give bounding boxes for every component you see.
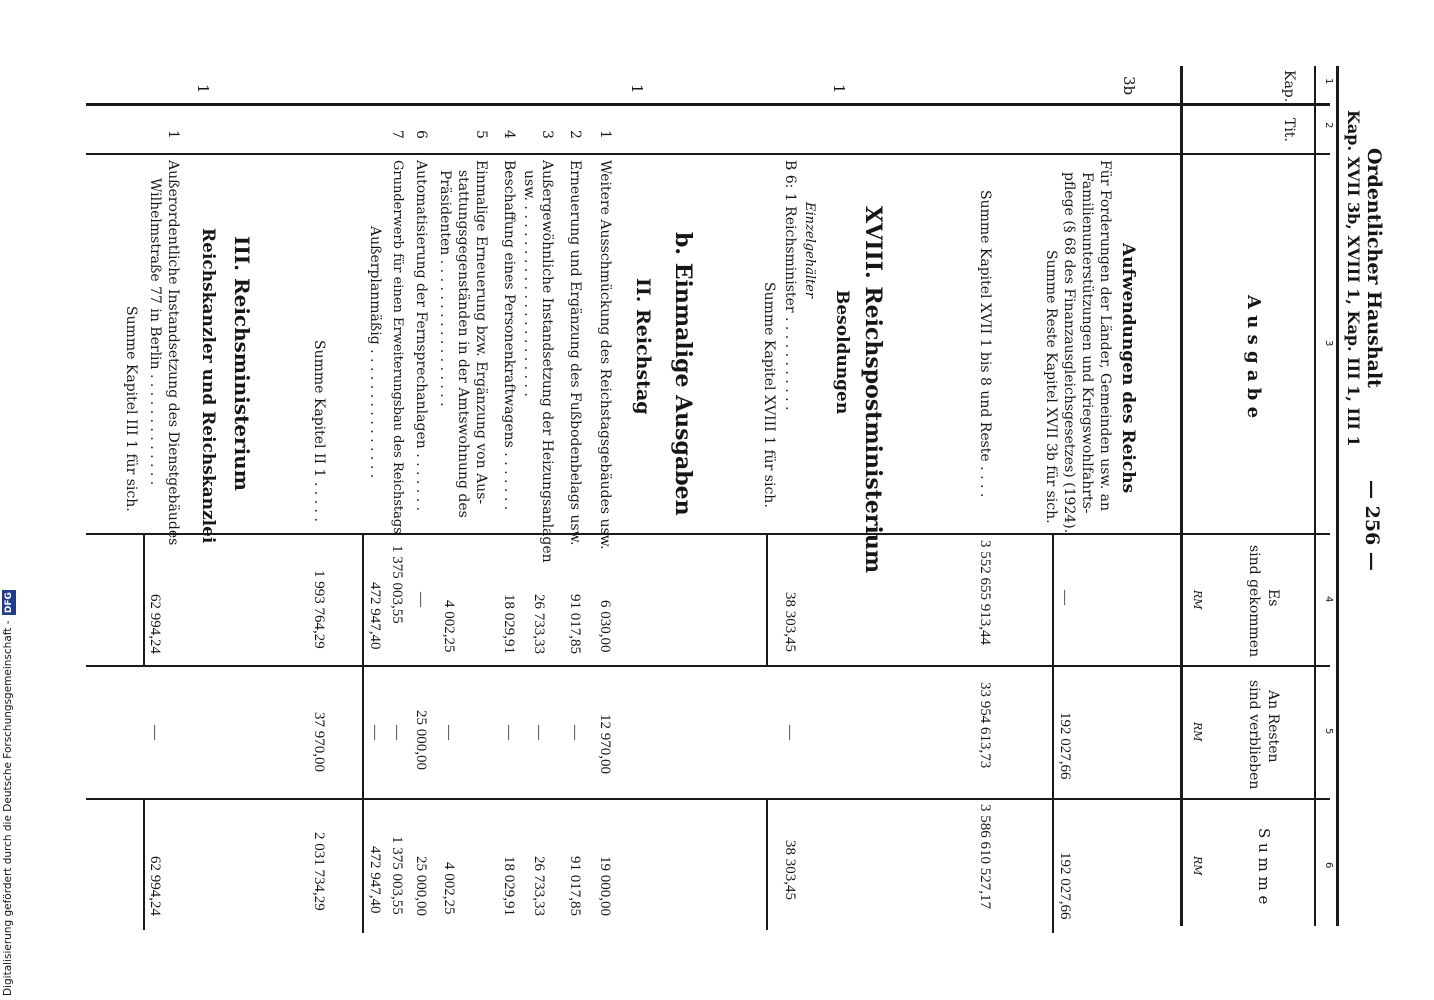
section3-ausserplan-gekommen: 472 947,40 [367, 582, 383, 650]
section4-gekommen: 62 994,24 [147, 594, 163, 654]
section3-sum-label: Summe Kapitel II 1 . . . . . [311, 340, 327, 522]
item-verblieben: — [441, 725, 457, 740]
item-verblieben: 25 000,00 [413, 710, 429, 770]
col-header-ausgabe: A u s g a b e [1243, 295, 1264, 419]
digitization-credit [2, 590, 16, 996]
section2-einzelgehaelter: Einzelgehälter [802, 202, 817, 299]
section1-sum-rest: Summe Reste Kapitel XVII 3b für sich. [1043, 250, 1059, 524]
item-verblieben: — [531, 725, 547, 740]
dfg-logo: DFG [4, 592, 14, 614]
digitization-credit-text: Digitalisierung gefördert durch die Deutsche Forschungsgemeinschaft - [2, 620, 14, 996]
item-summe: 26 733,33 [531, 856, 547, 916]
item-summe: 19 000,00 [597, 856, 613, 916]
rule-outer-v [1336, 66, 1339, 926]
section1-text-2: Familienunterstützungen und Kriegswohlfahrts- [1079, 172, 1095, 514]
item-text: Automatisierung der Fernsprechanlagen . . . . . . . [413, 160, 429, 512]
section2-gekommen: 38 303,45 [782, 592, 798, 652]
item-summe: 91 017,85 [567, 856, 583, 916]
item-text-cont: stattungsgegenständen in der Amtswohnung des [455, 170, 471, 518]
section1-summe: 3 586 610 527,17 [977, 804, 993, 909]
item-tit: 1 [597, 130, 613, 139]
item-text: Grunderwerb für einen Erweiterungsbau des Reichstags [390, 160, 405, 534]
col-header-tit: Tit. [1281, 118, 1297, 142]
item-verblieben: — [501, 725, 517, 740]
section4-verblieben: — [147, 725, 163, 740]
section4-summe: 62 994,24 [147, 856, 163, 916]
rule-sum4 [143, 533, 145, 665]
page-chapters: Kap. XVII 3b, XVIII 1, Kap. III 1, III 1 [1344, 110, 1363, 447]
item-text: Außergewöhnliche Instandsetzung der Heizungsanlagen [539, 160, 555, 563]
col-number-1: 1 [1323, 78, 1334, 85]
section4-text-2: Wilhelmstraße 77 in Berlin . . . . . . . . . . . . . [147, 178, 163, 486]
item-tit: 3 [539, 130, 555, 139]
section1-verblieben: 33 954 613,73 [977, 682, 993, 769]
rule-numrow-v [1314, 66, 1316, 926]
item-text: Erneuerung und Ergänzung des Fußbodenbelags usw. [567, 160, 583, 546]
item-gekommen: — [413, 592, 429, 607]
col-header-resten: An Resten [1265, 690, 1281, 763]
section2-item: B 6: 1 Reichsminister . . . . . . . . . . . [782, 160, 798, 411]
unit-label-6: RM [1191, 856, 1204, 876]
section1-rest-gekommen: — [1057, 590, 1073, 605]
section1-gekommen: 3 552 655 913,44 [977, 540, 993, 645]
unit-label-4: RM [1191, 590, 1204, 610]
item-text: Beschaffung eines Personenkraftwagens . . . . . . . [501, 160, 517, 511]
item-gekommen: 91 017,85 [567, 594, 583, 654]
item-verblieben: — [389, 725, 405, 740]
page-number: — 256 — [1361, 480, 1383, 571]
col-header-verblieben: sind verblieben [1246, 680, 1262, 790]
section4-text-1: Außerordentliche Instandsetzung des Dienstgebäudes [165, 160, 181, 546]
section1-rest-summe: 192 027,66 [1057, 852, 1073, 920]
unit-label-5: RM [1191, 722, 1204, 742]
item-gekommen: 18 029,91 [501, 594, 517, 654]
section3-ausserplan: Außerplanmäßig . . . . . . . . . . . . . . . [367, 226, 383, 479]
item-gekommen: 1 375 003,55 [389, 545, 405, 624]
section1-title: Aufwendungen des Reichs [1118, 243, 1138, 494]
rule-c5 [86, 798, 1330, 800]
item-gekommen: 6 030,00 [597, 600, 613, 653]
section3-sum-summe: 2 031 734,29 [311, 832, 327, 911]
col-number-6: 6 [1323, 862, 1334, 869]
item-tit: 6 [413, 130, 429, 139]
item-tit: 4 [501, 130, 517, 139]
section2-subtitle: Besoldungen [832, 290, 852, 415]
rule-top [86, 103, 1330, 106]
section3-ausserplan-verblieben: — [367, 725, 383, 740]
item-summe: 4 002,25 [441, 862, 457, 915]
rule-sum3 [362, 533, 364, 933]
item-verblieben: — [567, 725, 583, 740]
section3-kap: 1 [628, 84, 646, 94]
section2-title: XVIII. Reichspostministerium [860, 206, 886, 574]
section3-title: b. Einmalige Ausgaben [670, 232, 696, 516]
rule-sum1 [1052, 533, 1054, 933]
section4-kap: 1 [194, 84, 212, 94]
item-text-cont: usw. . . . . . . . . . . . . . . . . . . . . . . [521, 170, 537, 397]
item-summe: 18 029,91 [501, 856, 517, 916]
col-number-2: 2 [1323, 122, 1334, 129]
section1-kap: 3b [1120, 76, 1138, 96]
item-text: Einmalige Erneuerung bzw. Ergänzung von Aus- [473, 160, 489, 505]
section4-subtitle: Reichskanzler und Reichskanzlei [198, 228, 218, 544]
item-gekommen: 26 733,33 [531, 594, 547, 654]
rule-c4 [86, 665, 1330, 667]
section3-subtitle: II. Reichstag [632, 278, 654, 415]
item-tit: 7 [389, 130, 405, 139]
item-summe: 1 375 003,55 [389, 836, 405, 915]
item-gekommen: 4 002,25 [441, 600, 457, 653]
section3-sum-verblieben: 37 970,00 [311, 712, 327, 772]
section1-sum-chapter: Summe Kapitel XVII 1 bis 8 und Reste . . . . [977, 190, 993, 498]
col-number-3: 3 [1323, 340, 1334, 347]
section4-tit: 1 [165, 130, 181, 139]
rule-sum4b [143, 800, 145, 930]
col-header-gekommen: sind gekommen [1246, 545, 1262, 658]
col-number-5: 5 [1323, 728, 1334, 735]
section3-sum-gekommen: 1 993 764,29 [311, 570, 327, 649]
rule-c3 [86, 533, 1330, 535]
section2-summe: 38 303,45 [782, 840, 798, 900]
rule-sum2b [766, 800, 768, 930]
rule-sum2 [766, 533, 768, 665]
section1-text-1: Für Forderungen der Länder, Gemeinden usw. an [1097, 160, 1113, 512]
section3-ausserplan-summe: 472 947,40 [367, 846, 383, 914]
item-text: Weitere Ausschmückung des Reichstagsgebäudes usw. [597, 160, 613, 550]
item-tit: 5 [473, 130, 489, 139]
section2-sum-label: Summe Kapitel XVIII 1 für sich. [761, 282, 777, 508]
rule-right-v [1180, 66, 1183, 926]
item-summe: 25 000,00 [413, 856, 429, 916]
section2-verblieben: — [782, 725, 798, 740]
col-header-es: Es [1265, 589, 1281, 607]
rule-mid [86, 153, 1330, 155]
page-running-title: Ordentlicher Haushalt [1363, 148, 1385, 388]
section1-rest-verblieben: 192 027,66 [1057, 712, 1073, 780]
item-text-cont: Präsidenten . . . . . . . . . . . . . . . . . [437, 170, 453, 407]
section1-text-3: pflege (§ 68 des Finanzausgleichsgesetzes) (1924). [1061, 172, 1077, 534]
col-number-4: 4 [1323, 596, 1334, 603]
col-header-kap: Kap. [1281, 70, 1297, 103]
item-tit: 2 [567, 130, 583, 139]
section4-title: III. Reichsministerium [230, 236, 254, 491]
section2-kap: 1 [830, 84, 848, 94]
section4-sum-label: Summe Kapitel III 1 für sich. [123, 306, 139, 512]
item-verblieben: 12 970,00 [597, 714, 613, 774]
col-header-summe: S u m m e [1255, 828, 1273, 905]
